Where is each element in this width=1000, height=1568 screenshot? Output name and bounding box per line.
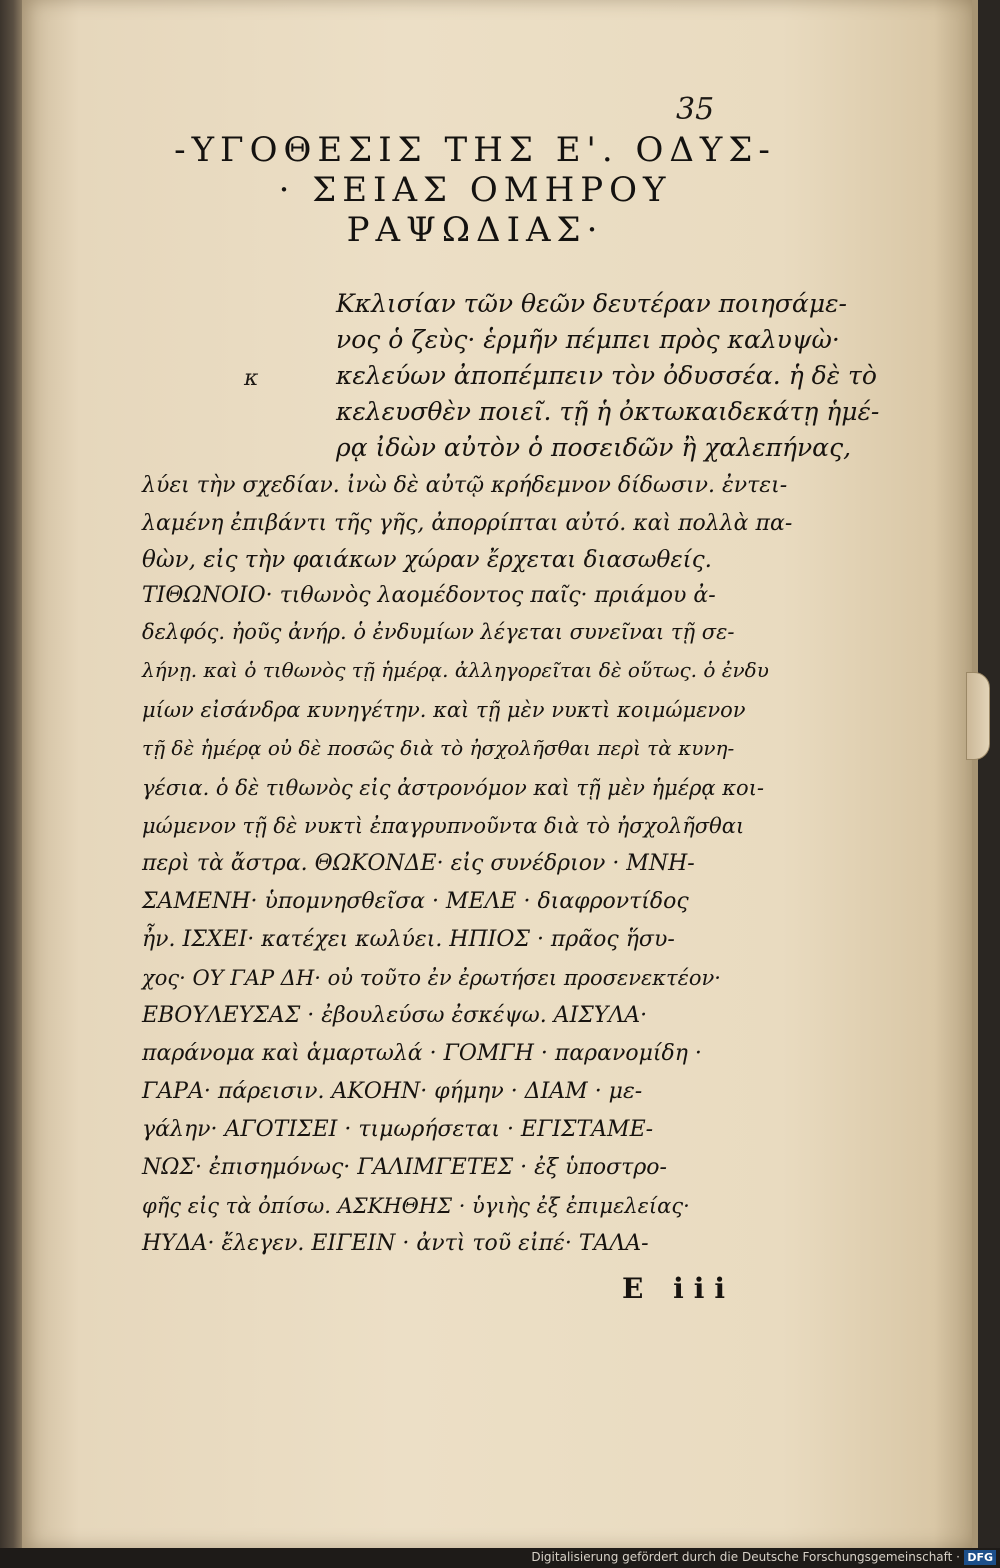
- gloss-line: μίων εἰσάνδρα κυνηγέτην. καὶ τῇ μὲν νυκτὶ κοιμώμενον: [142, 698, 746, 722]
- page-title-line-1: -ΥΓΟΘΕΣΙΣ ΤΗΣ Ε'. ΟΔΥΣ-: [174, 130, 776, 170]
- page-title-line-2: · ΣΕΙΑΣ ΟΜΗΡΟΥ: [278, 170, 672, 210]
- gloss-line: τῇ δὲ ἡμέρᾳ οὐ δὲ ποσῶς διὰ τὸ ἠσχολῆσθαι περὶ τὰ κυνη-: [142, 736, 735, 760]
- body-line: κελεύων ἀποπέμπειν τὸν ὀδυσσέα. ἡ δὲ τὸ: [336, 361, 877, 390]
- body-line: λύει τὴν σχεδίαν. ἰνὼ δὲ αὐτῷ κρήδεμνον δίδωσιν. ἐντει-: [142, 473, 788, 498]
- footer-credit: Digitalisierung gefördert durch die Deutsche Forschungsgemeinschaft ·: [531, 1550, 960, 1564]
- page-title-line-3: ΡΑΨΩΔΙΑΣ·: [346, 210, 604, 250]
- gloss-line: ΓΑΡΑ· πάρεισιν. ΑΚΟΗΝ· φήμην · ΔΙΑΜ · με-: [142, 1079, 643, 1104]
- gloss-line: παράνομα καὶ ἁμαρτωλά · ΓΟΜΓΗ · παρανομίδη ·: [142, 1041, 702, 1066]
- page-tab-marker: [966, 672, 990, 760]
- body-line: κελευσθὲν ποιεῖ. τῇ ἡ ὀκτωκαιδεκάτῃ ἡμέ-: [336, 397, 880, 426]
- footer-bar: [0, 1548, 1000, 1568]
- gloss-line: γέσια. ὁ δὲ τιθωνὸς εἰς ἀστρονόμον καὶ τῇ μὲν ἡμέρᾳ κοι-: [142, 776, 765, 800]
- gloss-line: ΗΥΔΑ· ἔλεγεν. ΕΙΓΕΙΝ · ἀντὶ τοῦ εἰπέ· ΤΑΛΑ-: [142, 1231, 649, 1256]
- margin-note: κ: [244, 366, 259, 391]
- body-line: Κκλισίαν τῶν θεῶν δευτέραν ποιησάμε-: [336, 289, 847, 318]
- signature-mark: E iii: [622, 1272, 735, 1305]
- gloss-line: χος· ΟΥ ΓΑΡ ΔΗ· οὐ τοῦτο ἐν ἐρωτήσει προσενεκτέον·: [142, 966, 721, 990]
- gloss-line: ΣΑΜΕΝΗ· ὑπομνησθεῖσα · ΜΕΛΕ · διαφροντίδος: [142, 889, 689, 914]
- body-line: θὼν, εἰς τὴν φαιάκων χώραν ἔρχεται διασωθείς.: [142, 547, 712, 573]
- gloss-line: δελφός. ἠοῦς ἀνήρ. ὁ ἐνδυμίων λέγεται συνεῖναι τῇ σε-: [142, 620, 735, 644]
- body-line: λαμένη ἐπιβάντι τῆς γῆς, ἀπορρίπται αὐτό. καὶ πολλὰ πα-: [142, 511, 793, 536]
- gloss-line: ΤΙΘΩΝΟΙΟ· τιθωνὸς λαομέδοντος παῖς· πριάμου ἀ-: [142, 583, 716, 608]
- body-line: νος ὁ ζεὺς· ἑρμῆν πέμπει πρὸς καλυψὼ·: [336, 325, 840, 354]
- gloss-line: ΕΒΟΥΛΕΥΣΑΣ · ἐβουλεύσω ἐσκέψω. ΑΙΣΥΛΑ·: [142, 1003, 648, 1028]
- gloss-line: γάλην· ΑΓΟΤΙΣΕΙ · τιμωρήσεται · ΕΓΙΣΤΑΜΕ-: [142, 1117, 654, 1142]
- page-number: 35: [676, 92, 715, 127]
- gloss-line: ἦν. ΙΣΧΕΙ· κατέχει κωλύει. ΗΠΙΟΣ · πρᾶος ἥσυ-: [142, 927, 675, 952]
- gloss-line: λήνῃ. καὶ ὁ τιθωνὸς τῇ ἡμέρᾳ. ἀλληγορεῖται δὲ οὕτως. ὁ ἐνδυ: [142, 658, 769, 682]
- gloss-line: φῆς εἰς τὰ ὀπίσω. ΑΣΚΗΘΗΣ · ὑγιὴς ἐξ ἐπιμελείας·: [142, 1194, 690, 1218]
- gloss-line: ΝΩΣ· ἐπισημόνως· ΓΑΛΙΜΓΕΤΕΣ · ἐξ ὑποστρο-: [142, 1155, 667, 1180]
- gloss-line: μώμενον τῇ δὲ νυκτὶ ἐπαγρυπνοῦντα διὰ τὸ ἠσχολῆσθαι: [142, 814, 745, 838]
- gloss-line: περὶ τὰ ἄστρα. ΘΩΚΟΝΔΕ· εἰς συνέδριον · ΜΝΗ-: [142, 851, 695, 876]
- dfg-logo: DFG: [964, 1550, 996, 1565]
- book-spine-edge: [0, 0, 22, 1548]
- body-line: ρᾳ ἰδὼν αὐτὸν ὁ ποσειδῶν ἢ χαλεπήνας,: [336, 433, 852, 462]
